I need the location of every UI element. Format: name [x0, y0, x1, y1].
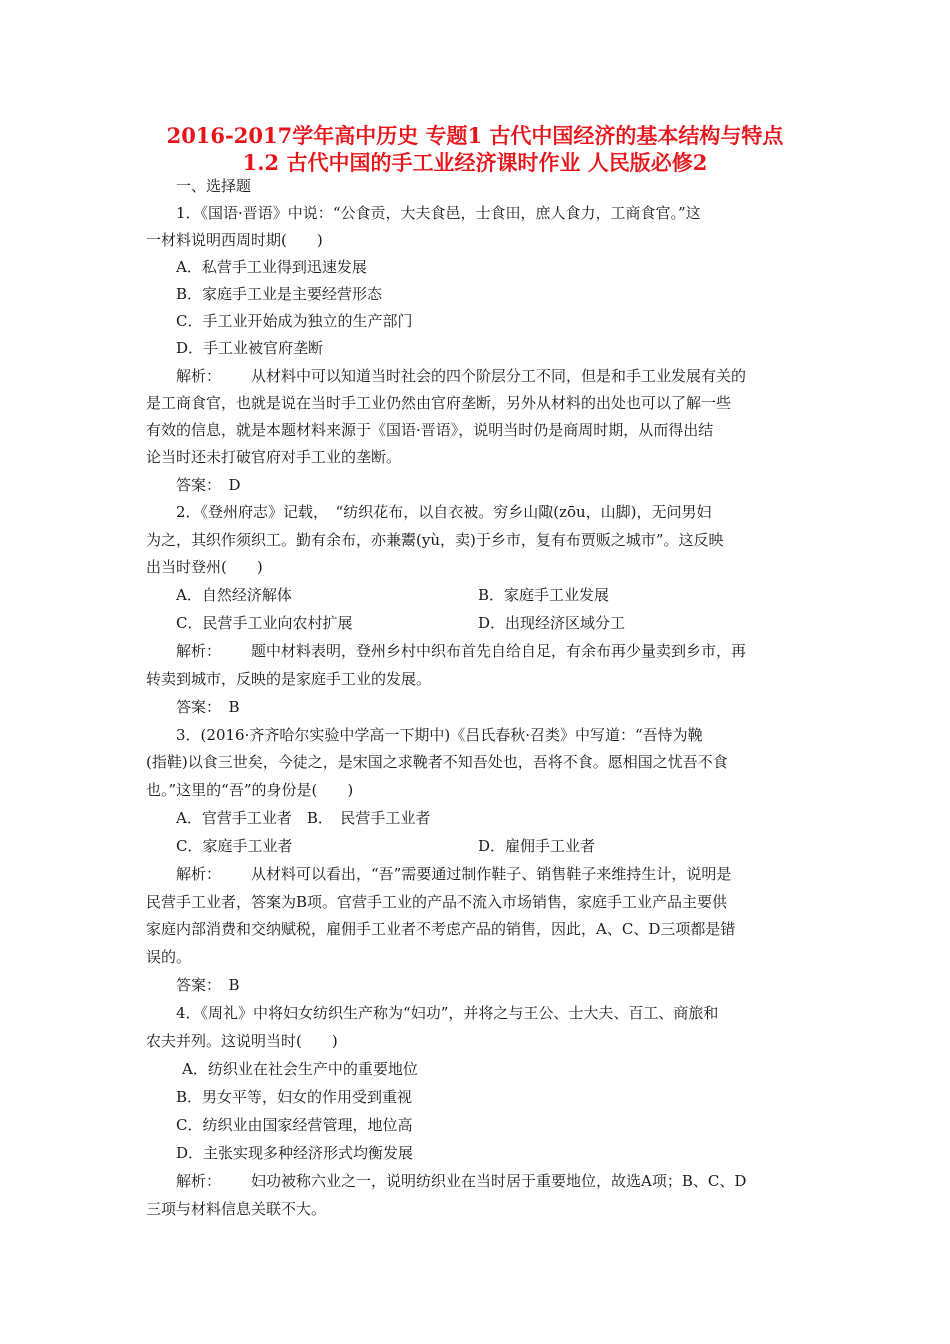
- q2-analysis-label: 解析：: [176, 642, 222, 660]
- q4-option-d: D．主张实现多种经济形式均衡发展: [176, 1144, 414, 1162]
- q1-analysis-label: 解析：: [176, 367, 222, 385]
- q3-analysis-line-1: [176, 864, 731, 884]
- q1-analysis-line-1: [176, 366, 746, 386]
- q4-option-c: C．纺织业由国家经营管理，地位高: [176, 1116, 413, 1134]
- q1-option-b: B．家庭手工业是主要经营形态: [176, 285, 383, 303]
- q1-analysis-line-2: 是工商食官，也就是说在当时手工业仍然由官府垄断，另外从材料的出处也可以了解一些: [146, 394, 732, 412]
- q3-option-a-b: A．官营手工业者 B． 民营手工业者: [176, 809, 431, 827]
- q3-stem-line-3: 也。”这里的“吾”的身份是( ): [146, 781, 354, 799]
- q3-analysis-line-4: 误的。: [146, 948, 192, 966]
- q3-analysis-label: 解析：: [176, 865, 222, 883]
- q2-analysis-line-2: 转卖到城市，反映的是家庭手工业的发展。: [146, 670, 432, 688]
- q1-analysis-line-4: 论当时还未打破官府对手工业的垄断。: [146, 448, 402, 466]
- q2-option-d: D．出现经济区域分工: [478, 614, 626, 632]
- q1-answer: 答案： D: [176, 476, 241, 494]
- q3-stem-line-1: 3．(2016·齐齐哈尔实验中学高一下期中)《吕氏春秋·召类》中写道：“吾恃为鞔: [176, 726, 703, 744]
- q3-analysis-line-2: 民营手工业者，答案为B项。官营手工业的产品不流入市场销售，家庭手工业产品主要供: [146, 893, 728, 911]
- q2-analysis-text: 题中材料表明，登州乡村中织布首先自给自足，有余布再少量卖到乡市，再: [251, 642, 747, 660]
- q1-stem-line-1: 1．《国语·晋语》中说：“公食贡，大夫食邑，士食田，庶人食力，工商食官。”这: [176, 204, 701, 222]
- q2-option-c: C．民营手工业向农村扩展: [176, 614, 353, 632]
- q2-option-a: A．自然经济解体: [176, 586, 292, 604]
- q1-analysis-line-3: 有效的信息，就是本题材料来源于《国语·晋语》，说明当时仍是商周时期，从而得出结: [146, 421, 714, 439]
- q4-analysis-line-1: [176, 1171, 746, 1191]
- q4-analysis-text: 妇功被称六业之一，说明纺织业在当时居于重要地位，故选A项；B、C、D: [251, 1172, 747, 1190]
- q4-stem-line-2: 农夫并列。这说明当时( ): [146, 1032, 338, 1050]
- q4-analysis-line-2: 三项与材料信息关联不大。: [146, 1200, 327, 1218]
- q3-analysis-line-3: 家庭内部消费和交纳赋税，雇佣手工业者不考虑产品的销售，因此，A、C、D三项都是错: [146, 920, 736, 938]
- q4-option-a: A．纺织业在社会生产中的重要地位: [182, 1060, 418, 1078]
- q4-stem-line-1: 4．《周礼》中将妇女纺织生产称为“妇功”，并将之与王公、士大夫、百工、商旅和: [176, 1004, 719, 1022]
- q3-stem-line-2: (指鞋)以食三世矣，今徒之，是宋国之求鞔者不知吾处也，吾将不食。愿相国之忧吾不食: [146, 753, 728, 771]
- q3-analysis-text: 从材料可以看出，“吾”需要通过制作鞋子、销售鞋子来维持生计，说明是: [251, 865, 732, 883]
- q4-analysis-label: 解析：: [176, 1172, 222, 1190]
- q1-option-a: A．私营手工业得到迅速发展: [176, 258, 367, 276]
- q3-answer: 答案： B: [176, 976, 240, 994]
- q4-option-b: B．男女平等，妇女的作用受到重视: [176, 1088, 413, 1106]
- q1-analysis-text: 从材料中可以知道当时社会的四个阶层分工不同，但是和手工业发展有关的: [251, 367, 747, 385]
- document-title-line-2: 1.2 古代中国的手工业经济课时作业 人民版必修2: [242, 150, 708, 175]
- q2-analysis-line-1: [176, 641, 746, 661]
- q3-option-d: D．雇佣手工业者: [478, 837, 596, 855]
- q3-option-c: C．家庭手工业者: [176, 837, 293, 855]
- q1-option-c: C．手工业开始成为独立的生产部门: [176, 312, 413, 330]
- q2-stem-line-1: 2．《登州府志》记载， “纺织花布，以自衣被。穷乡山陬(zōu，山脚)，无问男妇: [176, 503, 712, 521]
- section-heading: 一、选择题: [176, 177, 252, 195]
- q1-option-d: D．手工业被官府垄断: [176, 339, 324, 357]
- q2-stem-line-2: 为之，其织作须织工。勤有余布，亦兼鬻(yù，卖)于乡市，复有布贾贩之城市”。这反映: [146, 531, 724, 549]
- q2-option-b: B．家庭手工业发展: [478, 586, 610, 604]
- q2-stem-line-3: 出当时登州( ): [146, 558, 263, 576]
- q1-stem-line-2: 一材料说明西周时期( ): [146, 231, 323, 249]
- document-title-line-1: 2016-2017学年高中历史 专题1 古代中国经济的基本结构与特点: [166, 123, 784, 148]
- q2-answer: 答案： B: [176, 698, 240, 716]
